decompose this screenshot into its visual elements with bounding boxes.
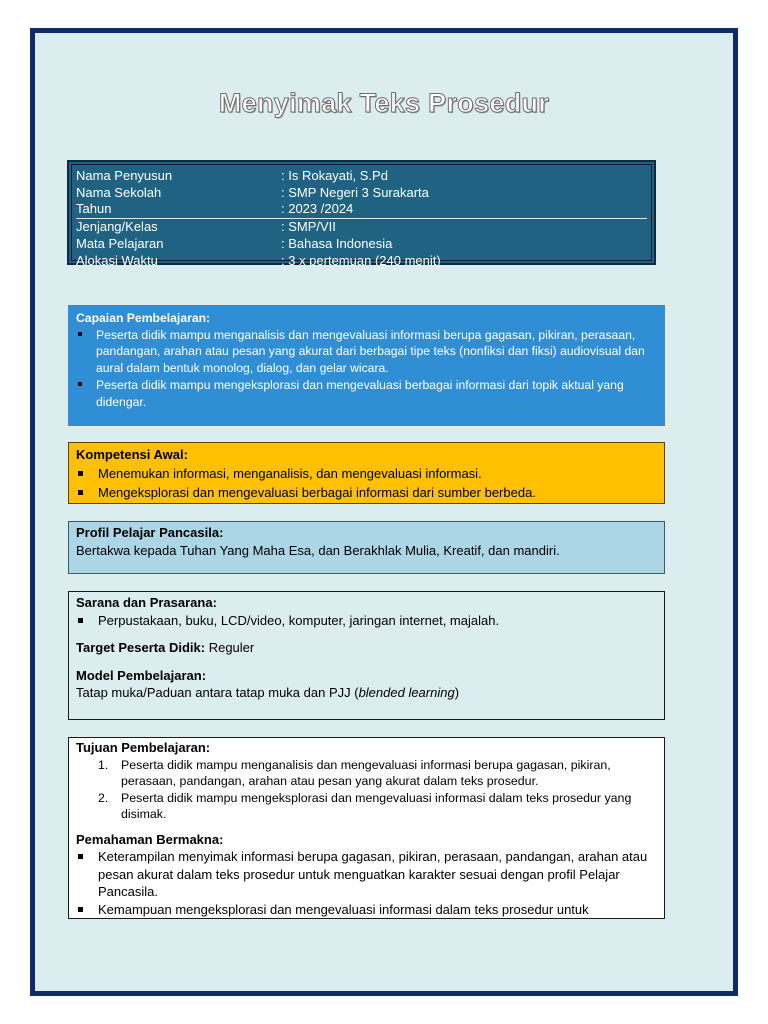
sarana-list bbox=[76, 612, 657, 630]
capaian-item: Peserta didik mampu menganalisis dan mengevaluasi informasi berupa gagasan, pikiran, perasaan, pandangan, arahan atau pesan yang akurat dari berbagai tipe teks (nonfiksi dan fiksi) audiovisual dan aural dalam bentuk monolog, dialog, dan gelar wicara. bbox=[76, 327, 657, 377]
capaian-section bbox=[68, 305, 665, 426]
identity-row bbox=[76, 218, 647, 236]
capaian-item: Peserta didik mampu mengeksplorasi dan mengevaluasi berbagai informasi dari topik aktual yang didengar. bbox=[76, 377, 657, 410]
identity-row bbox=[76, 168, 647, 185]
identity-key: Mata Pelajaran bbox=[76, 235, 164, 251]
tujuan-item bbox=[76, 790, 657, 823]
identity-key: Tahun bbox=[76, 201, 112, 217]
sarana-item: Perpustakaan, buku, LCD/video, komputer, jaringan internet, majalah. bbox=[76, 612, 657, 630]
identity-value: : 3 x pertemuan (240 menit) bbox=[281, 252, 441, 268]
tujuan-item-number: 2. bbox=[98, 790, 109, 805]
identity-key: Nama Penyusun bbox=[76, 168, 173, 183]
sarana-section bbox=[68, 591, 665, 720]
identity-value: : Is Rokayati, S.Pd bbox=[281, 168, 388, 183]
identity-row bbox=[76, 253, 647, 270]
identity-table-inner bbox=[71, 164, 652, 268]
tujuan-section bbox=[68, 737, 665, 919]
kompetensi-section bbox=[68, 442, 665, 504]
pemahaman-list bbox=[76, 848, 657, 918]
page-title: Menyimak Teks Prosedur bbox=[218, 88, 550, 118]
model-heading: Model Pembelajaran: bbox=[76, 667, 207, 683]
tujuan-item-number: 1. bbox=[98, 757, 109, 772]
target-line bbox=[76, 639, 657, 657]
profil-heading: Profil Pelajar Pancasila: bbox=[76, 525, 224, 540]
kompetensi-item: Menemukan informasi, menganalisis, dan mengevaluasi informasi. bbox=[76, 464, 657, 483]
identity-value: : Bahasa Indonesia bbox=[281, 235, 393, 251]
tujuan-list bbox=[76, 757, 657, 823]
identity-key: Alokasi Waktu bbox=[76, 252, 158, 268]
identity-key: Jenjang/Kelas bbox=[76, 219, 158, 235]
model-text-close: ) bbox=[454, 685, 460, 700]
identity-row bbox=[76, 201, 647, 218]
target-value: Reguler bbox=[205, 640, 255, 655]
pemahaman-item: Kemampuan mengeksplorasi dan mengevaluasi informasi dalam teks prosedur untuk bbox=[76, 901, 657, 919]
profil-text: Bertakwa kepada Tuhan Yang Maha Esa, dan Berakhlak Mulia, Kreatif, dan mandiri. bbox=[76, 542, 560, 558]
spacer bbox=[76, 629, 657, 639]
pemahaman-item: Keterampilan menyimak informasi berupa gagasan, pikiran, perasaan, pandangan, arahan atau pesan akurat dalam teks prosedur untuk menguatkan karakter sesuai dengan profil Pelajar Pancasila. bbox=[76, 848, 657, 901]
spacer bbox=[76, 657, 657, 667]
identity-value: : 2023 /2024 bbox=[281, 201, 354, 217]
tujuan-item-text: Peserta didik mampu menganalisis dan mengevaluasi informasi berupa gagasan, pikiran, perasaan, pandangan, arahan atau pesan yang akurat dalam teks prosedur. bbox=[121, 757, 611, 788]
pemahaman-heading: Pemahaman Bermakna: bbox=[76, 831, 224, 847]
sarana-heading: Sarana dan Prasarana: bbox=[76, 595, 217, 610]
identity-value: : SMP/VII bbox=[281, 219, 336, 235]
tujuan-item-text: Peserta didik mampu mengeksplorasi dan mengevaluasi informasi dalam teks prosedur yang disimak. bbox=[121, 790, 632, 821]
capaian-heading: Capaian Pembelajaran: bbox=[76, 311, 211, 325]
profil-section bbox=[68, 521, 665, 574]
kompetensi-item: Mengeksplorasi dan mengevaluasi berbagai informasi dari sumber berbeda. bbox=[76, 483, 657, 502]
model-text-italic: blended learning bbox=[358, 685, 455, 700]
target-label: Target Peserta Didik: bbox=[76, 640, 206, 655]
tujuan-item bbox=[76, 757, 657, 790]
tujuan-heading: Tujuan Pembelajaran: bbox=[76, 740, 211, 755]
model-text bbox=[76, 684, 657, 702]
identity-row bbox=[76, 236, 647, 253]
kompetensi-heading: Kompetensi Awal: bbox=[76, 447, 188, 462]
identity-table bbox=[67, 160, 656, 268]
spacer bbox=[76, 823, 657, 831]
identity-value: : SMP Negeri 3 Surakarta bbox=[281, 184, 429, 200]
model-text-main: Tatap muka/Paduan antara tatap muka dan PJJ ( bbox=[76, 685, 359, 700]
identity-key: Nama Sekolah bbox=[76, 184, 162, 200]
identity-row bbox=[76, 185, 647, 202]
kompetensi-list bbox=[76, 464, 657, 502]
capaian-list bbox=[76, 327, 657, 411]
